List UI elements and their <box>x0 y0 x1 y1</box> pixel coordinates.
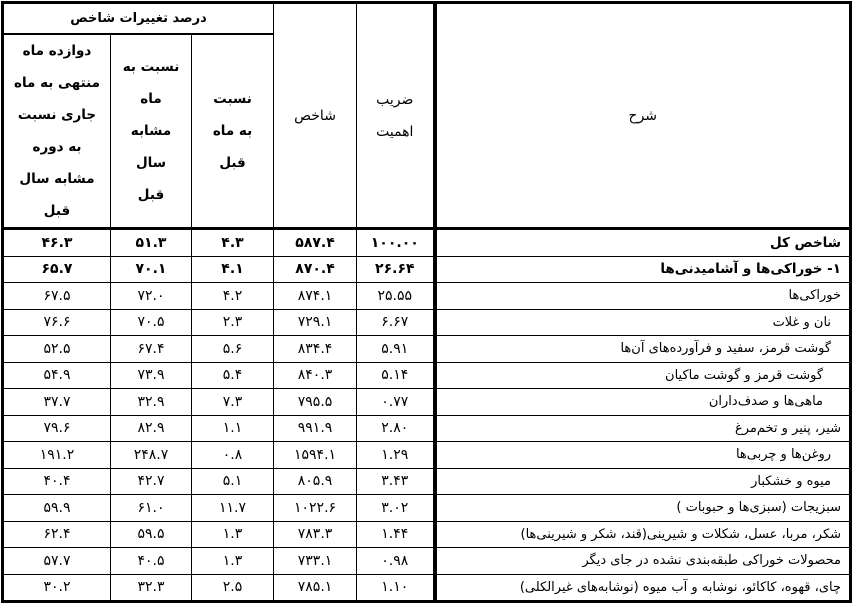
weight-cell: ۱.۱۰ <box>357 574 435 602</box>
table-row <box>3 309 851 336</box>
same-month-change-cell: ۷۰.۱ <box>111 256 192 283</box>
description-cell: محصولات خوراکی طبقه‌بندی نشده در جای دیگر <box>435 548 851 575</box>
description-cell: ماهی‌ها و صدف‌داران <box>435 389 851 416</box>
index-value-cell: ۹۹۱.۹ <box>274 415 357 442</box>
index-value-cell: ۷۲۹.۱ <box>274 309 357 336</box>
previous-month-change-cell: ۴.۱ <box>192 256 274 283</box>
header-twelve-month-change: دوازده ماه منتهی به ماه جاری نسبت به دوره مشابه سال قبل <box>3 34 111 229</box>
index-value-cell: ۷۸۵.۱ <box>274 574 357 602</box>
price-index-table <box>1 1 852 603</box>
twelve-month-change-cell: ۵۴.۹ <box>3 362 111 389</box>
table-row <box>3 442 851 469</box>
previous-month-change-cell: ۵.۶ <box>192 336 274 363</box>
table-row <box>3 229 851 257</box>
same-month-change-cell: ۳۲.۹ <box>111 389 192 416</box>
index-value-cell: ۷۳۳.۱ <box>274 548 357 575</box>
index-value-cell: ۷۸۳.۳ <box>274 521 357 548</box>
twelve-month-change-cell: ۶۷.۵ <box>3 283 111 310</box>
previous-month-change-cell: ۲.۵ <box>192 574 274 602</box>
weight-cell: ۰.۷۷ <box>357 389 435 416</box>
description-cell: میوه و خشکبار <box>435 468 851 495</box>
weight-cell: ۵.۱۴ <box>357 362 435 389</box>
index-value-cell: ۸۷۰.۴ <box>274 256 357 283</box>
same-month-change-cell: ۷۰.۵ <box>111 309 192 336</box>
previous-month-change-cell: ۰.۸ <box>192 442 274 469</box>
previous-month-change-cell: ۱.۳ <box>192 521 274 548</box>
twelve-month-change-cell: ۶۵.۷ <box>3 256 111 283</box>
twelve-month-change-cell: ۴۶.۳ <box>3 229 111 257</box>
same-month-change-cell: ۴۲.۷ <box>111 468 192 495</box>
weight-cell: ۲۶.۶۴ <box>357 256 435 283</box>
same-month-change-cell: ۶۱.۰ <box>111 495 192 522</box>
description-cell: گوشت قرمز، سفید و فرآورده‌های آن‌ها <box>435 336 851 363</box>
description-cell: شکر، مربا، عسل، شکلات و شیرینی(قند، شکر و شیرینی‌ها) <box>435 521 851 548</box>
weight-cell: ۲۵.۵۵ <box>357 283 435 310</box>
previous-month-change-cell: ۱۱.۷ <box>192 495 274 522</box>
same-month-change-cell: ۷۳.۹ <box>111 362 192 389</box>
description-cell: خوراکی‌ها <box>435 283 851 310</box>
twelve-month-change-cell: ۴۰.۴ <box>3 468 111 495</box>
table-row <box>3 389 851 416</box>
weight-cell: ۳.۰۲ <box>357 495 435 522</box>
table-row <box>3 521 851 548</box>
same-month-change-cell: ۴۰.۵ <box>111 548 192 575</box>
twelve-month-change-cell: ۷۹.۶ <box>3 415 111 442</box>
previous-month-change-cell: ۵.۴ <box>192 362 274 389</box>
weight-cell: ۱.۲۹ <box>357 442 435 469</box>
index-value-cell: ۱۵۹۴.۱ <box>274 442 357 469</box>
twelve-month-change-cell: ۵۷.۷ <box>3 548 111 575</box>
header-weight: ضریب اهمیت <box>357 3 435 229</box>
weight-cell: ۵.۹۱ <box>357 336 435 363</box>
previous-month-change-cell: ۴.۲ <box>192 283 274 310</box>
index-value-cell: ۸۰۵.۹ <box>274 468 357 495</box>
description-cell: چای، قهوه، کاکائو، نوشابه و آب میوه (نوشابه‌های غیرالکلی) <box>435 574 851 602</box>
weight-cell: ۲.۸۰ <box>357 415 435 442</box>
twelve-month-change-cell: ۵۹.۹ <box>3 495 111 522</box>
description-cell: ۱- خوراکی‌ها و آشامیدنی‌ها <box>435 256 851 283</box>
previous-month-change-cell: ۵.۱ <box>192 468 274 495</box>
weight-cell: ۱.۴۴ <box>357 521 435 548</box>
header-percent-change-group: درصد تغییرات شاخص <box>3 3 274 35</box>
same-month-change-cell: ۳۲.۳ <box>111 574 192 602</box>
description-cell: نان و غلات <box>435 309 851 336</box>
index-value-cell: ۸۳۴.۴ <box>274 336 357 363</box>
table-row <box>3 495 851 522</box>
header-same-month-last-year-change: نسبت به ماه مشابه سال قبل <box>111 34 192 229</box>
index-value-cell: ۷۹۵.۵ <box>274 389 357 416</box>
index-value-cell: ۸۷۴.۱ <box>274 283 357 310</box>
header-description: شرح <box>435 3 851 229</box>
table-row <box>3 548 851 575</box>
same-month-change-cell: ۶۷.۴ <box>111 336 192 363</box>
index-value-cell: ۸۴۰.۳ <box>274 362 357 389</box>
same-month-change-cell: ۸۲.۹ <box>111 415 192 442</box>
header-index: شاخص <box>274 3 357 229</box>
twelve-month-change-cell: ۷۶.۶ <box>3 309 111 336</box>
same-month-change-cell: ۵۱.۳ <box>111 229 192 257</box>
header-previous-month-change: نسبت به ماه قبل <box>192 34 274 229</box>
same-month-change-cell: ۵۹.۵ <box>111 521 192 548</box>
description-cell: گوشت قرمز و گوشت ماکیان <box>435 362 851 389</box>
table-row <box>3 468 851 495</box>
previous-month-change-cell: ۴.۳ <box>192 229 274 257</box>
previous-month-change-cell: ۲.۳ <box>192 309 274 336</box>
weight-cell: ۰.۹۸ <box>357 548 435 575</box>
table-row <box>3 256 851 283</box>
description-cell: سبزیجات (سبزی‌ها و حبوبات ) <box>435 495 851 522</box>
twelve-month-change-cell: ۳۷.۷ <box>3 389 111 416</box>
description-cell: شاخص کل <box>435 229 851 257</box>
index-value-cell: ۱۰۲۲.۶ <box>274 495 357 522</box>
previous-month-change-cell: ۱.۳ <box>192 548 274 575</box>
previous-month-change-cell: ۷.۳ <box>192 389 274 416</box>
twelve-month-change-cell: ۱۹۱.۲ <box>3 442 111 469</box>
table-row <box>3 336 851 363</box>
description-cell: شیر، پنیر و تخم‌مرغ <box>435 415 851 442</box>
table-row <box>3 362 851 389</box>
twelve-month-change-cell: ۳۰.۲ <box>3 574 111 602</box>
index-value-cell: ۵۸۷.۴ <box>274 229 357 257</box>
description-cell: روغن‌ها و چربی‌ها <box>435 442 851 469</box>
same-month-change-cell: ۲۴۸.۷ <box>111 442 192 469</box>
table-row <box>3 415 851 442</box>
table-row <box>3 283 851 310</box>
twelve-month-change-cell: ۵۲.۵ <box>3 336 111 363</box>
previous-month-change-cell: ۱.۱ <box>192 415 274 442</box>
weight-cell: ۳.۴۳ <box>357 468 435 495</box>
same-month-change-cell: ۷۲.۰ <box>111 283 192 310</box>
table-row <box>3 574 851 602</box>
weight-cell: ۱۰۰.۰۰ <box>357 229 435 257</box>
weight-cell: ۶.۶۷ <box>357 309 435 336</box>
twelve-month-change-cell: ۶۲.۴ <box>3 521 111 548</box>
